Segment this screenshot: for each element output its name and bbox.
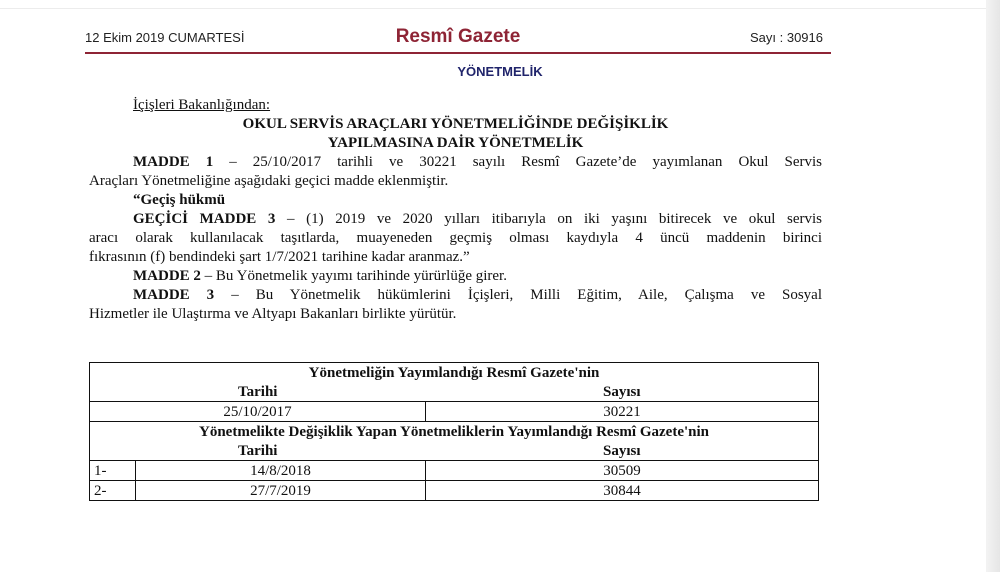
article-1-text: – 25/10/2017 tarihli ve 30221 sayılı Resmî Gazete’de yayımlanan Okul Servis [213,154,822,170]
section-title: YÖNETMELİK [457,64,543,79]
article-1-line-2: Araçları Yönetmeliğine aşağıdaki geçici madde eklenmiştir. [89,173,449,189]
gazette-header [85,26,831,54]
gazette-reference-table [89,362,819,501]
table-row [90,481,819,501]
col-header-date: Tarihi [90,382,426,402]
row-date: 14/8/2018 [136,461,426,481]
table-row [90,461,819,481]
article-1-line-1 [89,153,822,172]
col-header-number-2: Sayısı [426,441,819,461]
col-header-date-2: Tarihi [90,441,426,461]
article-3-text: – Bu Yönetmelik hükümlerini İçişleri, Milli Eğitim, Aile, Çalışma ve Sosyal [214,287,822,303]
original-date: 25/10/2017 [90,402,426,422]
row-date: 27/7/2019 [136,481,426,501]
transition-heading [89,191,822,210]
issue-number: Sayı : 30916 [750,30,823,45]
row-number: 30844 [426,481,819,501]
article-2-line [89,267,822,286]
ministry-label: İçişleri Bakanlığından: [133,97,271,113]
article-1-heading: MADDE 1 [133,154,214,170]
row-number: 30509 [426,461,819,481]
regulation-body [89,96,822,324]
original-number: 30221 [426,402,819,422]
doc-title-line-2: YAPILMASINA DAİR YÖNETMELİK [327,135,584,151]
temp-article-3-line-2: aracı olarak kullanılacak taşıtlarda, muayeneden geçmiş olması kaydıyla 4 üncü maddenin birinci [89,230,822,246]
article-3-line-1 [89,286,822,305]
table-header-amendments: Yönetmelikte Değişiklik Yapan Yönetmeliklerin Yayımlandığı Resmî Gazete'nin [90,422,819,442]
temp-article-3-line-3: fıkrasının (f) bendindeki şart 1/7/2021 tarihine kadar aranmaz.” [89,249,470,265]
scrollbar[interactable] [986,0,1000,572]
table-header-original: Yönetmeliğin Yayımlandığı Resmî Gazete'nin [90,363,819,383]
temp-article-3-line-1 [89,210,822,229]
issue-date: 12 Ekim 2019 CUMARTESİ [85,30,245,45]
article-3-heading: MADDE 3 [133,287,215,303]
temp-article-3-heading: GEÇİCİ MADDE 3 [133,211,276,227]
top-status-bar [0,0,1000,9]
gazette-title: Resmî Gazete [395,26,521,47]
temp-article-3-text: – (1) 2019 ve 2020 yılları itibarıyla on iki yaşını bitirecek ve okul servis [275,211,822,227]
article-3-line-2: Hizmetler ile Ulaştırma ve Altyapı Bakanları birlikte yürütür. [89,306,457,322]
doc-title-line-1: OKUL SERVİS ARAÇLARI YÖNETMELİĞİNDE DEĞİŞİKLİK [242,116,669,132]
col-header-number: Sayısı [426,382,819,402]
article-2-text: – Bu Yönetmelik yayımı tarihinde yürürlüğe girer. [200,268,507,284]
row-index: 1- [90,461,136,481]
row-index: 2- [90,481,136,501]
article-2-heading: MADDE 2 [133,268,201,284]
transition-label: “Geçiş hükmü [133,192,226,208]
